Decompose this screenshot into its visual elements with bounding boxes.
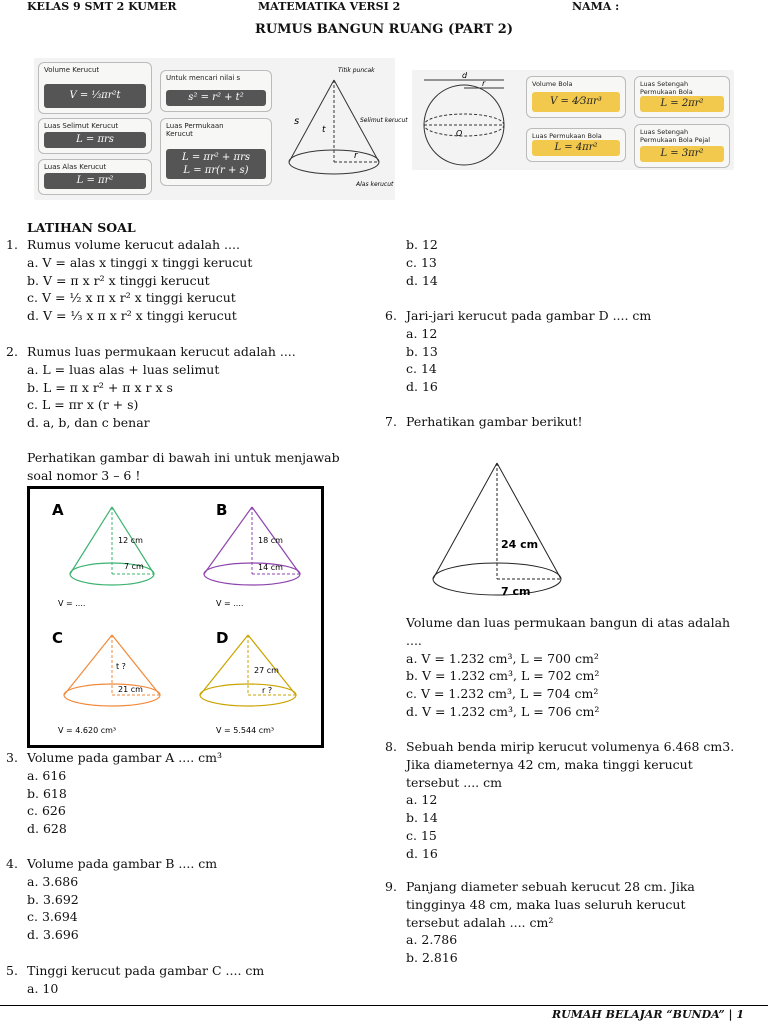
q7-radius: 7 cm [501,585,531,598]
option-a: a. 616 [27,767,67,783]
q-number: 3. [6,750,18,765]
lateral-tag: Selimut kerucut [360,117,408,124]
question-5 [6,962,264,998]
question-6 [385,307,651,396]
option-b: b. V = π x r² x tinggi kerucut [27,272,210,288]
lateral-area-box [38,118,152,154]
instruction [27,449,340,485]
q-stem: Volume pada gambar B .... cm [27,856,218,871]
question-7-options [406,614,730,721]
q-number: 4. [6,856,18,871]
q7-height: 24 cm [501,538,539,551]
q7-line-1: Volume dan luas permukaan bangun di atas adalah [406,615,731,630]
formula: L = πrs [44,132,146,148]
cone-d-label: D [216,629,229,647]
label: Volume Kerucut [44,66,100,74]
half-sphere-box [634,76,730,118]
d-label: d [462,71,468,80]
cone-b [204,501,300,608]
q-number: 8. [385,739,397,754]
label: Luas Permukaan Kerucut [166,122,224,138]
option-a: a. 3.686 [27,873,79,889]
t-label: t [322,125,326,135]
cone-b-height: 18 cm [258,536,283,545]
q-stem: Perhatikan gambar berikut! [406,414,583,429]
option-b: b. L = π x r² + π x r x s [27,379,173,395]
option-d: d. 16 [406,379,438,395]
base-tag: Alas kerucut [356,181,394,188]
label: Volume Bola [532,80,573,88]
cone-a-height: 12 cm [118,536,143,545]
q-stem: Tinggi kerucut pada gambar C .... cm [27,963,265,978]
section-title: LATIHAN SOAL [27,220,136,235]
cone-d-height: 27 cm [254,666,279,675]
option-a: a. 12 [406,792,438,808]
cone-a-radius: 7 cm [124,562,144,571]
class-label: KELAS 9 SMT 2 KUMER [27,0,177,13]
apex-tag: Titik puncak [338,67,375,74]
option-b: b. 618 [27,785,67,801]
footer: RUMAH BELAJAR “BUNDA” | 1 [551,1008,744,1021]
option-c: c. 3.694 [27,909,78,925]
label: Untuk mencari nilai s [166,74,241,82]
q-number: 6. [385,308,397,323]
q-number: 5. [6,963,18,978]
slant-box [160,70,272,112]
option-a: a. 2.786 [406,932,458,948]
question-9 [385,878,695,967]
option-c: c. 14 [406,361,437,377]
base-area-box [38,159,152,195]
question-2 [6,343,296,432]
formula: L = 4πr² [532,140,620,156]
q-stem: Rumus volume kerucut adalah .... [27,237,240,252]
s-label: s [294,116,300,127]
question-4 [6,855,217,944]
question-3 [6,749,222,838]
option-d: d. 628 [27,821,67,837]
o-label: O [456,129,463,138]
option-d: d. 14 [406,272,438,288]
label: Luas Selimut Kerucut [44,122,119,130]
question-5-continued [406,236,438,289]
label: Luas Setengah Permukaan Bola Pejal [640,128,711,144]
option-a: a. 10 [27,980,59,996]
option-d: d. V = ⅓ x π x r² x tinggi kerucut [27,308,237,324]
option-d: d. V = 1.232 cm³, L = 706 cm² [406,703,600,719]
cone-d-radius: r ? [262,686,273,695]
cone-b-label: B [216,501,228,519]
r-label: r [482,79,486,88]
q-stem: Rumus luas permukaan kerucut adalah .... [27,344,296,359]
sphere-surface-box [526,128,626,162]
cone-a-label: A [52,501,64,519]
option-a: a. V = alas x tinggi x tinggi kerucut [27,254,253,270]
name-label: NAMA : [572,0,620,13]
q-stem-1: Panjang diameter sebuah kerucut 28 cm. Jika [406,879,695,894]
label: Luas Permukaan Bola [532,132,602,140]
cone-diagram [274,58,408,200]
q-stem-1: Sebuah benda mirip kerucut volumenya 6.468 cm3. [406,739,735,754]
option-c: c. 15 [406,827,437,843]
option-b: b. 3.692 [27,891,79,907]
formula: s² = r² + t² [166,90,266,106]
footer-rule [0,1005,768,1006]
q-stem: Jari-jari kerucut pada gambar D .... cm [406,308,652,323]
question-7-cone [425,455,575,607]
q-stem-3: tersebut .... cm [406,774,502,790]
cone-a [52,501,154,608]
option-b: b. 13 [406,343,438,359]
option-b: b. 12 [406,237,438,252]
option-d: d. 3.696 [27,927,79,943]
q-stem-3: tersebut adalah .... cm² [406,914,554,930]
q-stem-2: tingginya 48 cm, maka luas seluruh kerucut [406,896,686,912]
q-number: 7. [385,414,397,429]
instruction-line-1: Perhatikan gambar di bawah ini untuk menjawab [27,450,340,465]
sphere-diagram [412,70,522,170]
cone-c [52,629,160,735]
option-b: b. 14 [406,810,438,826]
cones-svg [30,489,321,745]
cone-c-label: C [52,629,64,647]
cone-formula-panel [34,58,408,200]
q7-line-2: .... [406,632,422,648]
surface-area-box [160,118,272,186]
option-c: c. 13 [406,254,437,270]
option-c: c. L = πr x (r + s) [27,397,139,413]
cone-c-radius: 21 cm [118,685,143,694]
question-1 [6,236,252,325]
formula-2: L = πr(r + s) [183,165,249,176]
option-b: b. 2.816 [406,950,458,966]
question-7 [385,413,583,431]
cone-b-volume: V = .... [216,599,244,608]
formula: L = 2πr² [640,96,724,112]
formula: V = ⅓πr²t [44,84,146,108]
formula: L = 3πr² [640,146,724,162]
cone-c-volume: V = 4.620 cm³ [58,726,117,735]
sphere-formula-panel [412,70,734,170]
solid-half-sphere-box [634,124,730,168]
cones-figure [27,486,324,748]
q-number: 1. [6,237,18,252]
formula-1: L = πr² + πrs [182,152,250,163]
option-b: b. V = 1.232 cm³, L = 702 cm² [406,668,600,684]
cone-c-height: t ? [116,662,126,671]
formula: V = 4⁄3πr³ [532,92,620,112]
formula: L = πr² [44,173,146,189]
r-label: r [354,151,358,161]
label: Luas Alas Kerucut [44,163,107,171]
volume-cone-box [38,62,152,114]
page-title: RUMUS BANGUN RUANG (PART 2) [255,22,513,37]
q-stem-2: Jika diameternya 42 cm, maka tinggi kerucut [406,756,693,772]
option-d: d. a, b, dan c benar [27,415,150,431]
question-8 [385,738,734,863]
q-number: 9. [385,879,397,894]
option-a: a. 12 [406,325,438,341]
option-a: a. L = luas alas + luas selimut [27,361,220,377]
q-stem: Volume pada gambar A .... cm³ [27,750,223,765]
cone-d [200,629,296,735]
cone-d-volume: V = 5.544 cm³ [216,726,275,735]
subject-label: MATEMATIKA VERSI 2 [258,0,401,13]
sphere-volume-box [526,76,626,118]
option-c: c. V = ½ x π x r² x tinggi kerucut [27,290,236,306]
cone-b-radius: 14 cm [258,563,283,572]
instruction-line-2: soal nomor 3 – 6 ! [27,467,141,483]
cone-a-volume: V = .... [58,599,86,608]
option-d: d. 16 [406,845,438,861]
option-c: c. 626 [27,803,66,819]
label: Luas Setengah Permukaan Bola [640,80,693,96]
q-number: 2. [6,344,18,359]
option-c: c. V = 1.232 cm³, L = 704 cm² [406,686,599,702]
option-a: a. V = 1.232 cm³, L = 700 cm² [406,650,599,666]
